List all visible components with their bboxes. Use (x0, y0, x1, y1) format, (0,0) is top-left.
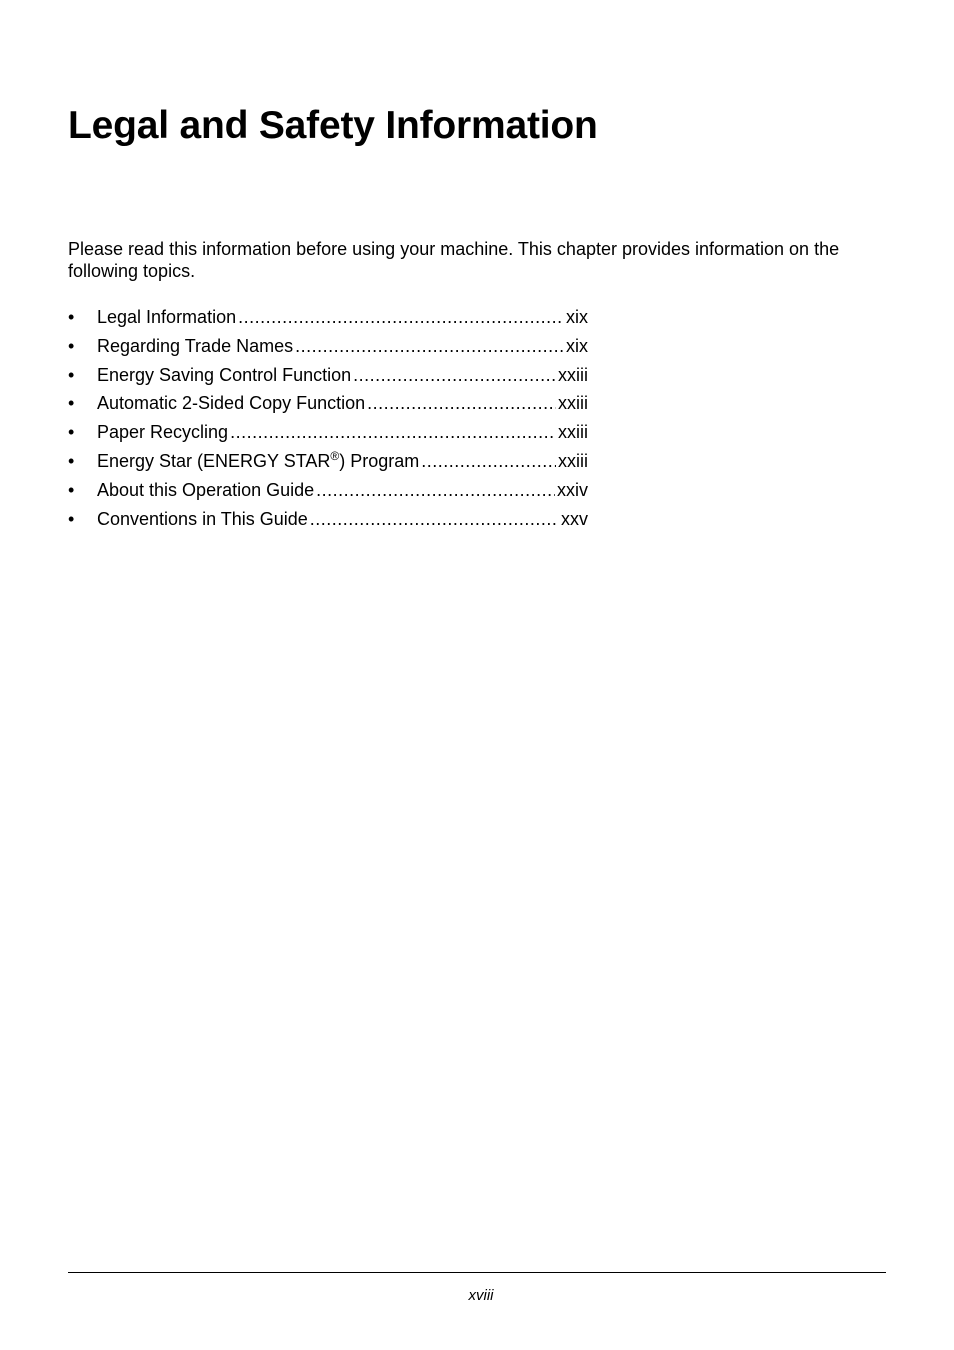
toc-entry[interactable] (97, 303, 588, 332)
toc-item-title: Legal Information (97, 307, 237, 327)
toc-page-reference: xxiii (558, 393, 588, 414)
toc-item-title: Conventions in This Guide (97, 508, 308, 529)
registered-trademark-icon: ® (330, 448, 340, 463)
bullet-icon: • (68, 479, 75, 500)
dot-leader (367, 389, 556, 418)
dot-leader (238, 303, 564, 332)
toc-page-reference: xxiii (558, 450, 588, 471)
toc-item-title-part: ) Program (339, 450, 420, 471)
toc-page-reference: xxiii (558, 422, 588, 443)
toc-page-reference: xxiv (557, 479, 588, 500)
page-number: xviii (468, 1287, 494, 1304)
toc-page-reference: xix (566, 307, 588, 327)
toc-page-reference: xxv (561, 508, 588, 529)
bullet-icon: • (68, 393, 75, 414)
bullet-icon: • (68, 450, 75, 471)
toc-item-title: Regarding Trade Names (97, 335, 294, 356)
dot-leader (353, 361, 556, 390)
bullet-icon: • (68, 335, 75, 356)
toc-page-reference: xxiii (558, 364, 588, 385)
bullet-icon: • (68, 422, 75, 443)
bullet-icon: • (68, 364, 75, 385)
dot-leader (316, 476, 555, 505)
dot-leader (310, 505, 559, 534)
bullet-icon: • (68, 508, 75, 529)
toc-entry[interactable] (97, 476, 588, 505)
toc-entry[interactable] (97, 418, 588, 447)
bullet-icon: • (68, 307, 75, 327)
toc-entry[interactable] (97, 332, 588, 361)
toc-item-title-part: Energy Star (ENERGY STAR (97, 450, 331, 471)
toc-entry[interactable] (97, 447, 588, 476)
dot-leader (421, 447, 556, 476)
toc-item-title (97, 447, 419, 476)
page-title: Legal and Safety Information (68, 104, 598, 147)
dot-leader (295, 332, 564, 361)
toc-entry[interactable] (97, 389, 588, 418)
toc-item-title: About this Operation Guide (97, 479, 315, 500)
intro-paragraph: Please read this information before using your machine. This chapter provides information on the following topics. (68, 239, 840, 281)
dot-leader (230, 418, 556, 447)
footer-divider (68, 1272, 886, 1273)
toc-item-title: Automatic 2-Sided Copy Function (97, 393, 366, 414)
toc-entry[interactable] (97, 361, 588, 390)
toc-page-reference: xix (566, 335, 588, 356)
toc-item-title: Energy Saving Control Function (97, 364, 352, 385)
toc-item-title: Paper Recycling (97, 422, 229, 443)
toc-entry[interactable] (97, 505, 588, 534)
